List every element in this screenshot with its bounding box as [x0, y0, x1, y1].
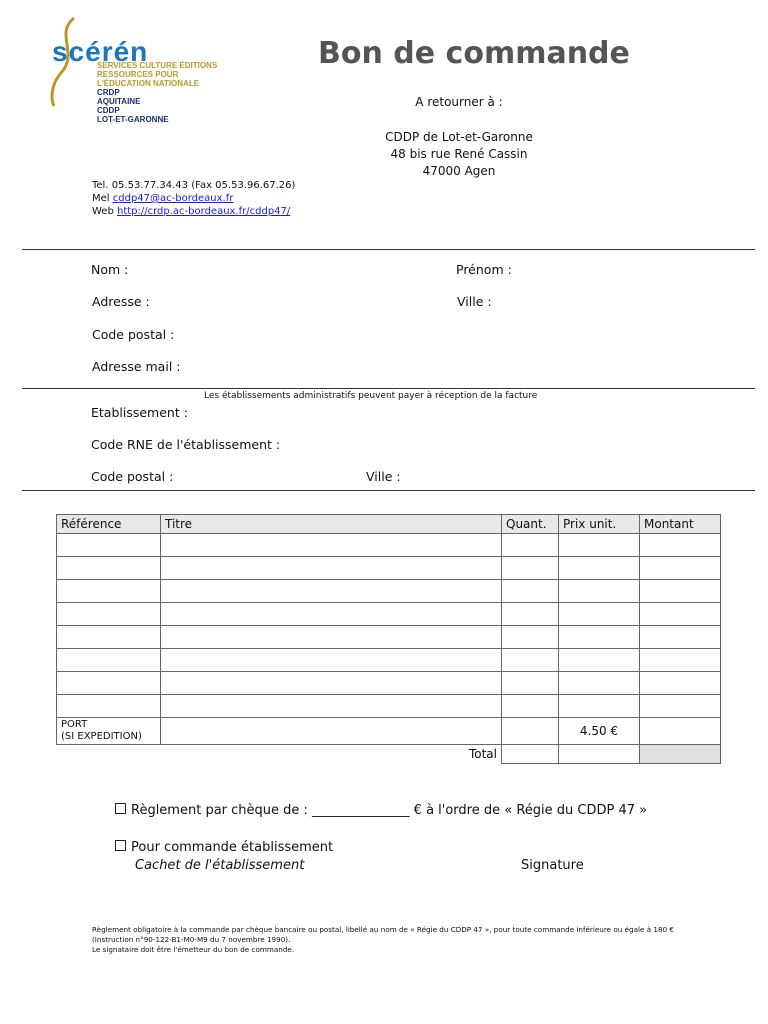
table-row	[57, 672, 721, 695]
montant-cell[interactable]	[640, 626, 721, 649]
titre-cell[interactable]	[161, 672, 502, 695]
montant-cell[interactable]	[640, 557, 721, 580]
mail-label: Mel	[92, 193, 113, 204]
titre-cell[interactable]	[161, 603, 502, 626]
footer-line-1: Règlement obligatoire à la commande par chèque bancaire ou postal, libellé au nom de « Régie du CDDP 47 », pour toute commande inférieure ou égale à 180 €	[92, 925, 674, 934]
return-line-2: 48 bis rue René Cassin	[390, 147, 528, 161]
reference-cell[interactable]	[57, 603, 161, 626]
montant-cell[interactable]	[640, 649, 721, 672]
port-label: PORT (SI EXPEDITION)	[57, 718, 161, 745]
port-row	[57, 718, 721, 745]
quant-cell[interactable]	[502, 626, 559, 649]
reference-cell[interactable]	[57, 626, 161, 649]
return-line-1: CDDP de Lot-et-Garonne	[385, 130, 533, 144]
montant-cell[interactable]	[640, 672, 721, 695]
footer-line-3: Le signataire doit être l'émetteur du bon de commande.	[92, 945, 295, 954]
quant-cell[interactable]	[502, 557, 559, 580]
logo-word: scérén	[52, 36, 149, 67]
divider-2	[22, 388, 755, 389]
prenom-label: Prénom :	[456, 262, 512, 277]
titre-cell[interactable]	[161, 580, 502, 603]
titre-cell[interactable]	[161, 695, 502, 718]
port-montant-cell[interactable]	[640, 718, 721, 745]
titre-cell[interactable]	[161, 557, 502, 580]
quant-cell[interactable]	[502, 649, 559, 672]
establishment-note: Les établissements administratifs peuvent payer à réception de la facture	[204, 391, 538, 401]
code-rne-label: Code RNE de l'établissement :	[91, 437, 281, 452]
commande-label: Pour commande établissement	[131, 840, 334, 855]
web-label: Web	[92, 206, 117, 217]
prix-cell[interactable]	[559, 695, 640, 718]
titre-cell[interactable]	[161, 534, 502, 557]
montant-cell[interactable]	[640, 580, 721, 603]
logo-tagline: SERVICES CULTURE ÉDITIONS RESSOURCES POUR L'ÉDUCATION NATIONALE	[97, 61, 218, 88]
header-reference: Référence	[57, 515, 161, 534]
return-line-3: 47000 Agen	[422, 164, 496, 178]
etab-ville-label: Ville :	[366, 469, 401, 484]
contact-tel: Tel. 05.53.77.34.43 (Fax 05.53.96.67.26)	[92, 180, 296, 191]
reference-cell[interactable]	[57, 534, 161, 557]
quant-cell[interactable]	[502, 695, 559, 718]
quant-cell[interactable]	[502, 534, 559, 557]
cheque-label: Règlement par chèque de : _______________ € à l'ordre de « Régie du CDDP 47 »	[131, 803, 648, 818]
return-label: A retourner à :	[415, 95, 503, 109]
web-link[interactable]: http://crdp.ac-bordeaux.fr/cddp47/	[116, 206, 291, 217]
prix-cell[interactable]	[559, 626, 640, 649]
ville-label: Ville :	[457, 294, 492, 309]
total-prix-cell	[559, 745, 640, 764]
prix-cell[interactable]	[559, 534, 640, 557]
reference-cell[interactable]	[57, 557, 161, 580]
prix-cell[interactable]	[559, 580, 640, 603]
total-label: Total	[161, 745, 502, 764]
commande-checkbox[interactable]	[115, 840, 126, 851]
signature-label: Signature	[521, 858, 584, 873]
divider-3	[22, 490, 755, 491]
reference-cell[interactable]	[57, 672, 161, 695]
table-row	[57, 557, 721, 580]
total-empty-1	[57, 745, 161, 764]
table-row	[57, 626, 721, 649]
nom-label: Nom :	[91, 262, 129, 277]
logo-org: CRDP AQUITAINE CDDP LOT-ET-GARONNE	[97, 88, 169, 124]
header-montant: Montant	[640, 515, 721, 534]
total-quant-cell	[502, 745, 559, 764]
titre-cell[interactable]	[161, 649, 502, 672]
footer-notes	[92, 925, 692, 955]
quant-cell[interactable]	[502, 672, 559, 695]
table-row	[57, 695, 721, 718]
quant-cell[interactable]	[502, 580, 559, 603]
etab-code-postal-label: Code postal :	[91, 469, 174, 484]
header-prix: Prix unit.	[559, 515, 640, 534]
code-postal-label: Code postal :	[92, 327, 175, 342]
adresse-mail-label: Adresse mail :	[92, 359, 181, 374]
reference-cell[interactable]	[57, 649, 161, 672]
table-row	[57, 580, 721, 603]
etablissement-label: Etablissement :	[91, 405, 188, 420]
footer-line-2: (Instruction n°90-122-B1-M0-M9 du 7 novembre 1990).	[92, 935, 291, 944]
port-titre-cell	[161, 718, 502, 745]
table-row	[57, 649, 721, 672]
titre-cell[interactable]	[161, 626, 502, 649]
return-address	[299, 129, 619, 180]
header-titre: Titre	[161, 515, 502, 534]
cheque-checkbox[interactable]	[115, 803, 126, 814]
port-price: 4.50 €	[559, 718, 640, 745]
montant-cell[interactable]	[640, 695, 721, 718]
prix-cell[interactable]	[559, 649, 640, 672]
total-row	[57, 745, 721, 764]
commande-option[interactable]	[115, 840, 333, 855]
table-header-row	[57, 515, 721, 534]
prix-cell[interactable]	[559, 557, 640, 580]
total-montant-cell[interactable]	[640, 745, 721, 764]
montant-cell[interactable]	[640, 534, 721, 557]
header-quant: Quant.	[502, 515, 559, 534]
cachet-label: Cachet de l'établissement	[135, 858, 305, 873]
reference-cell[interactable]	[57, 580, 161, 603]
page-title: Bon de commande	[318, 36, 630, 71]
cheque-option[interactable]	[115, 803, 647, 818]
reference-cell[interactable]	[57, 695, 161, 718]
adresse-label: Adresse :	[92, 294, 150, 309]
order-table	[56, 514, 721, 764]
table-row	[57, 603, 721, 626]
port-quant-cell[interactable]	[502, 718, 559, 745]
contact-mail	[92, 193, 233, 204]
mail-link[interactable]: cddp47@ac-bordeaux.fr	[112, 193, 234, 204]
divider-1	[22, 249, 755, 250]
prix-cell[interactable]	[559, 672, 640, 695]
montant-cell[interactable]	[640, 603, 721, 626]
prix-cell[interactable]	[559, 603, 640, 626]
contact-web	[92, 206, 290, 217]
table-row	[57, 534, 721, 557]
quant-cell[interactable]	[502, 603, 559, 626]
